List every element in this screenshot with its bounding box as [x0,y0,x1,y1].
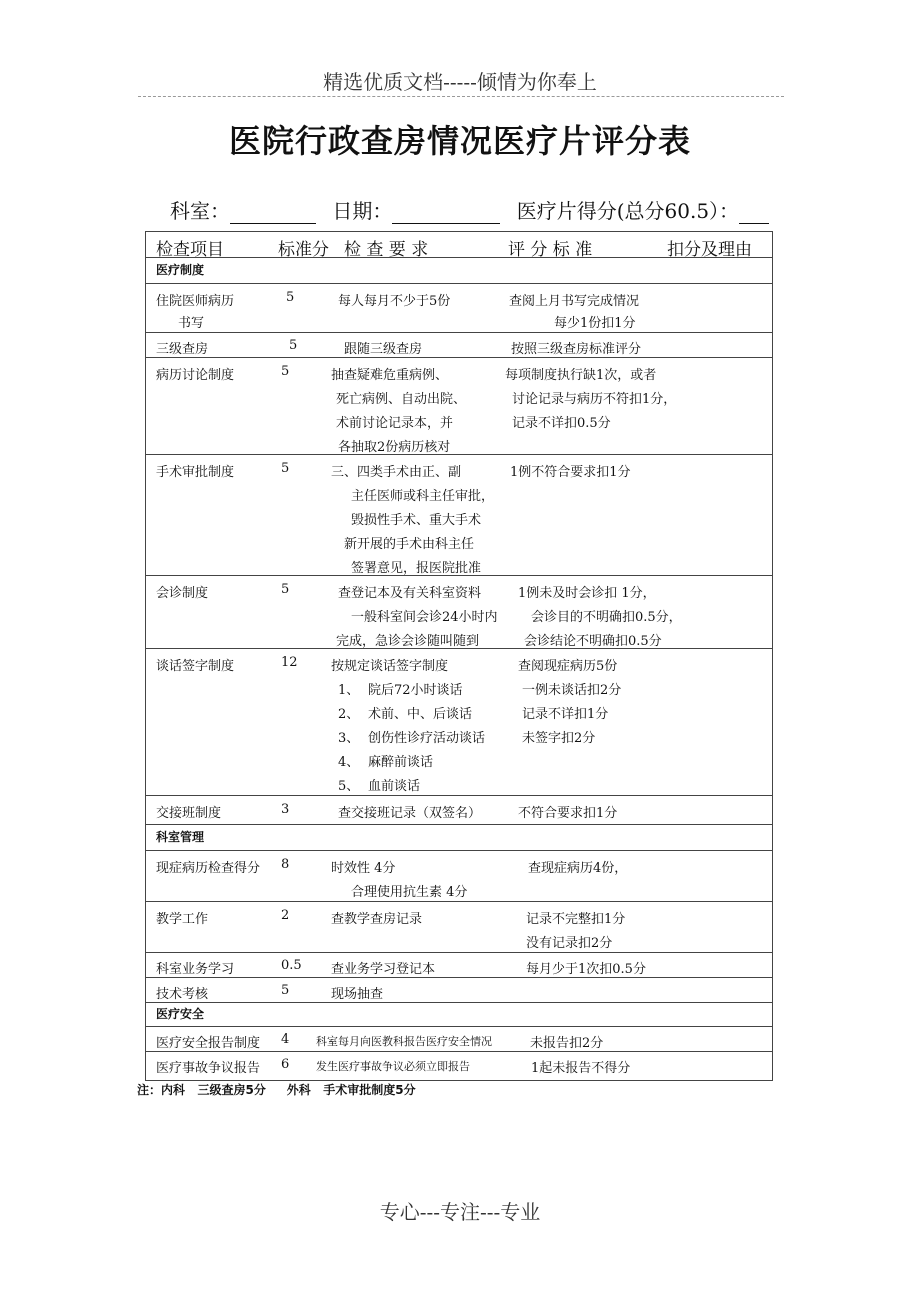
table-header-row [146,232,773,258]
eval-line: 会诊目的不明确扣0.5分， [531,610,682,625]
score-label: 医疗片得分(总分60.5）： [516,199,740,223]
item-cell: 医疗事故争议报告 [156,1061,261,1076]
req-num: 3、 [338,731,360,746]
score-table [145,231,773,1081]
req-line: 术前、中、后谈话 [368,707,473,722]
std-cell: 5 [289,338,298,353]
table-row [146,576,773,649]
form-meta-line [170,195,790,224]
section-dept-management: 科室管理 [146,825,773,851]
eval-cell: 1起未报告不得分 [531,1061,631,1076]
req-line: 按规定谈话签字制度 [331,659,449,674]
req-num: 2、 [338,707,360,722]
table-row [146,649,773,796]
req-line: 创伤性诊疗活动谈话 [368,731,486,746]
date-label: 日期： [332,199,393,223]
std-cell: 5 [286,290,295,305]
req-cell: 科室每月向医教科报告医疗安全情况 [316,1035,492,1048]
req-line: 血前谈话 [368,779,421,794]
std-cell: 8 [281,857,290,872]
req-line: 抽查疑难危重病例、 [331,368,449,383]
table-row [146,1052,773,1081]
eval-line: 记录不详扣0.5分 [512,416,611,431]
page-title: 医院行政查房情况医疗片评分表 [228,122,691,160]
req-line: 死亡病例、自动出院、 [336,392,467,407]
req-line: 签署意见，报医院批准 [351,561,482,576]
item-cell: 现症病历检查得分 [156,861,261,876]
req-line: 毁损性手术、重大手术 [351,513,482,528]
date-field[interactable] [392,203,500,224]
req-cell: 跟随三级查房 [344,342,423,357]
col-req-header: 检 查 要 求 [344,240,429,260]
req-line: 新开展的手术由科主任 [344,537,475,552]
std-cell: 5 [281,582,290,597]
req-line: 三、四类手术由正、副 [331,465,462,480]
req-line: 时效性 4分 [331,861,396,876]
item-cell: 技术考核 [156,987,209,1002]
item-cell: 谈话签字制度 [156,659,235,674]
table-row [146,953,773,978]
dept-label: 科室： [170,199,230,223]
table-row [146,1027,773,1052]
table-row [146,851,773,902]
item-cell: 住院医师病历 [156,294,235,309]
eval-cell: 不符合要求扣1分 [518,806,618,821]
table-row [146,902,773,953]
req-line: 合理使用抗生素 4分 [351,885,468,900]
header-divider [138,96,784,97]
eval-cell: 按照三级查房标准评分 [511,342,642,357]
item-cell: 教学工作 [156,912,209,927]
page-header: 精选优质文档-----倾情为你奉上 [323,70,597,94]
item-cell: 交接班制度 [156,806,222,821]
req-cell: 查教学查房记录 [331,912,423,927]
std-cell: 5 [281,364,290,379]
eval-cell-cont: 每少1份扣1分 [554,316,636,331]
table-row [146,284,773,333]
col-deduct-header: 扣分及理由 [667,240,752,260]
eval-line: 1例未及时会诊扣 1分， [518,586,656,601]
eval-cell: 每月少于1次扣0.5分 [526,962,646,977]
table-row [146,796,773,825]
std-cell: 2 [281,908,290,923]
req-cell: 查业务学习登记本 [331,962,436,977]
req-cell: 查交接班记录（双签名） [338,806,482,821]
req-line: 各抽取2份病历核对 [338,440,451,455]
std-cell: 0.5 [281,958,302,973]
eval-line: 没有记录扣2分 [526,936,613,951]
req-line: 主任医师或科主任审批， [351,489,495,504]
req-line: 术前讨论记录本，并 [336,416,454,431]
std-cell: 5 [281,983,290,998]
eval-cell: 查现症病历4份， [528,861,628,876]
eval-line: 记录不完整扣1分 [526,912,626,927]
eval-line: 会诊结论不明确扣0.5分 [524,634,662,649]
req-cell: 发生医疗事故争议必须立即报告 [316,1060,470,1073]
col-item-header: 检查项目 [156,240,224,260]
req-num: 5、 [338,779,360,794]
req-cell: 每人每月不少于5份 [338,294,451,309]
table-row [146,978,773,1003]
req-num: 1、 [338,683,360,698]
section-medical-system: 医疗制度 [146,258,773,284]
item-cell-cont: 书写 [178,316,205,331]
eval-line: 查阅现症病历5份 [518,659,618,674]
req-line: 麻醉前谈话 [368,755,434,770]
req-num: 4、 [338,755,360,770]
section-medical-safety: 医疗安全 [146,1003,773,1027]
eval-line: 记录不详扣1分 [522,707,609,722]
req-cell: 现场抽查 [331,987,384,1002]
table-note: 注：内科 三级查房5分 外科 手术审批制度5分 [137,1083,416,1097]
eval-cell: 1例不符合要求扣1分 [510,465,631,480]
req-line: 一般科室间会诊24小时内 [351,610,498,625]
dept-field[interactable] [230,203,316,224]
col-eval-header: 评 分 标 准 [508,240,593,260]
table-row [146,333,773,358]
table-header [146,232,773,258]
std-cell: 4 [281,1032,290,1047]
eval-line: 一例未谈话扣2分 [522,683,622,698]
item-cell: 医疗安全报告制度 [156,1036,261,1051]
item-cell: 三级查房 [156,342,209,357]
eval-line: 未签字扣2分 [522,731,596,746]
col-std-header: 标准分 [278,240,329,260]
req-line: 院后72小时谈话 [368,683,463,698]
eval-line: 讨论记录与病历不符扣1分， [512,392,677,407]
score-field[interactable] [739,203,769,224]
req-line: 完成，急诊会诊随叫随到 [336,634,480,649]
item-cell: 病历讨论制度 [156,368,235,383]
table-row [146,455,773,576]
table-row [146,358,773,455]
item-cell: 会诊制度 [156,586,209,601]
std-cell: 12 [281,655,298,670]
eval-cell: 未报告扣2分 [530,1036,604,1051]
page-footer: 专心---专注---专业 [379,1200,541,1224]
std-cell: 5 [281,461,290,476]
item-cell: 手术审批制度 [156,465,235,480]
std-cell: 6 [281,1057,290,1072]
std-cell: 3 [281,802,290,817]
item-cell: 科室业务学习 [156,962,235,977]
req-line: 查登记本及有关科室资料 [338,586,482,601]
eval-cell: 查阅上月书写完成情况 [509,294,640,309]
eval-line: 每项制度执行缺1次，或者 [505,368,657,383]
